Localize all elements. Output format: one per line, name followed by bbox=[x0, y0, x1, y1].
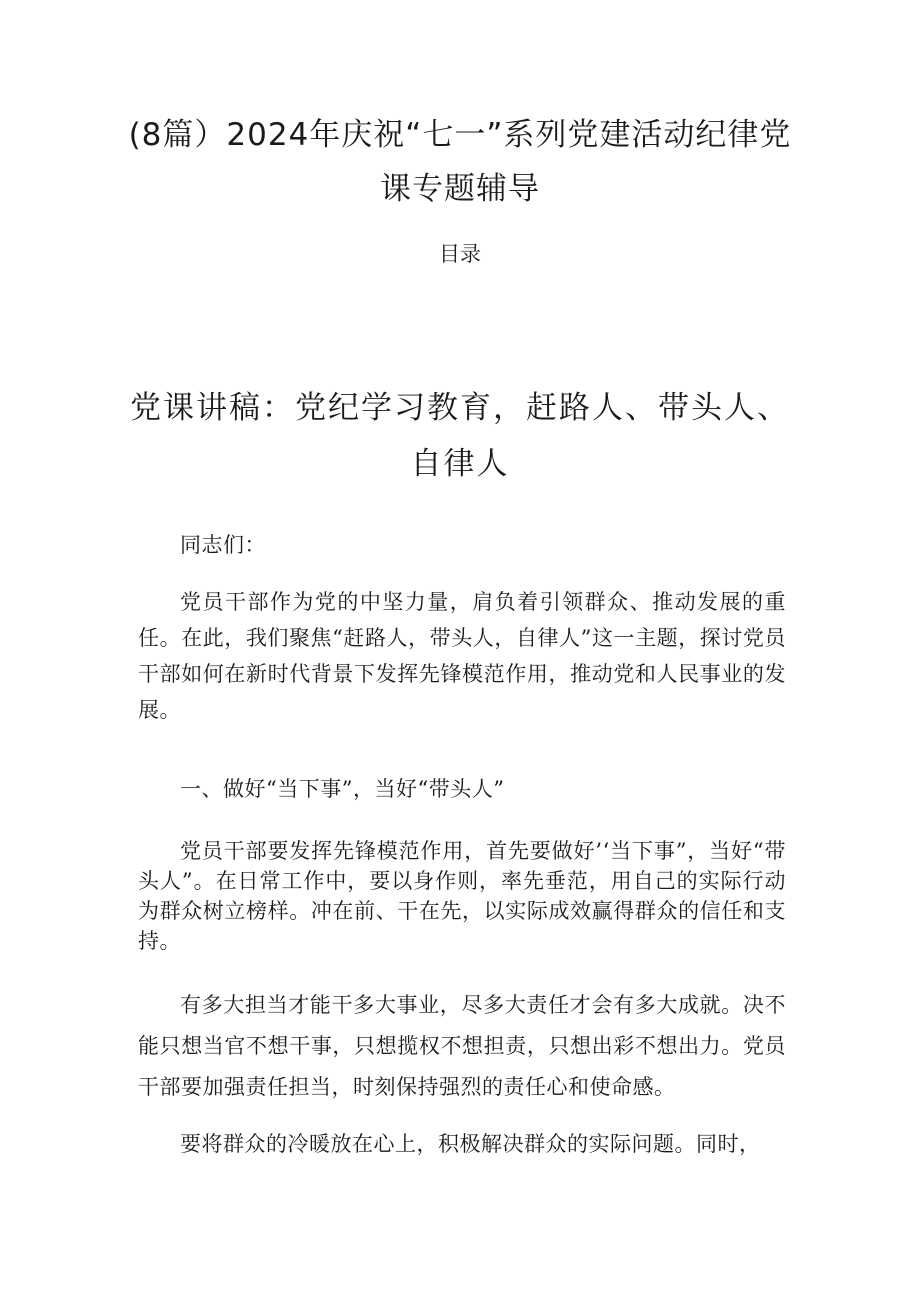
paragraph-block bbox=[138, 1125, 786, 1163]
paragraph-2: 党员干部要发挥先锋模范作用，首先要做好’‘当下事”，当好“带头人”。在日常工作中，要以身作则，率先垂范，用自己的实际行动为群众树立榜样。冲在前、干在先，以实际成效赢得群众的信任和支持。 bbox=[138, 839, 786, 953]
greeting: 同志们： bbox=[180, 533, 266, 557]
paragraph-intro: 党员干部作为党的中坚力量，肩负着引领群众、推动发展的重任。在此，我们聚焦“赶路人，带头人，自律人”这一主题，探讨党员干部如何在新时代背景下发挥先锋模范作用，推动党和人民事业的发展。 bbox=[138, 590, 786, 722]
paragraph-block bbox=[138, 584, 786, 728]
paragraph-3: 有多大担当才能干多大事业，尽多大责任才会有多大成就。决不能只想当官不想干事，只想揽权不想担责，只想出彩不想出力。党员干部要加强责任担当，时刻保持强烈的责任心和使命感。 bbox=[138, 993, 786, 1099]
subheading-1: 一、做好“当下事”，当好“带头人” bbox=[180, 777, 505, 801]
paragraph-block bbox=[138, 985, 786, 1108]
paragraph-4: 要将群众的冷暖放在心上，积极解决群众的实际问题。同时， bbox=[180, 1132, 761, 1156]
paragraph-block bbox=[138, 771, 786, 807]
paragraph-block bbox=[138, 836, 786, 956]
greeting-block bbox=[138, 527, 786, 563]
table-of-contents-label: 目录 bbox=[439, 242, 481, 266]
document-title: (8篇）2024年庆祝“七一”系列党建活动纪律党课专题辅导 bbox=[128, 117, 792, 207]
section-title: 党课讲稿：党纪学习教育，赶路人、带头人、自律人 bbox=[130, 390, 790, 482]
